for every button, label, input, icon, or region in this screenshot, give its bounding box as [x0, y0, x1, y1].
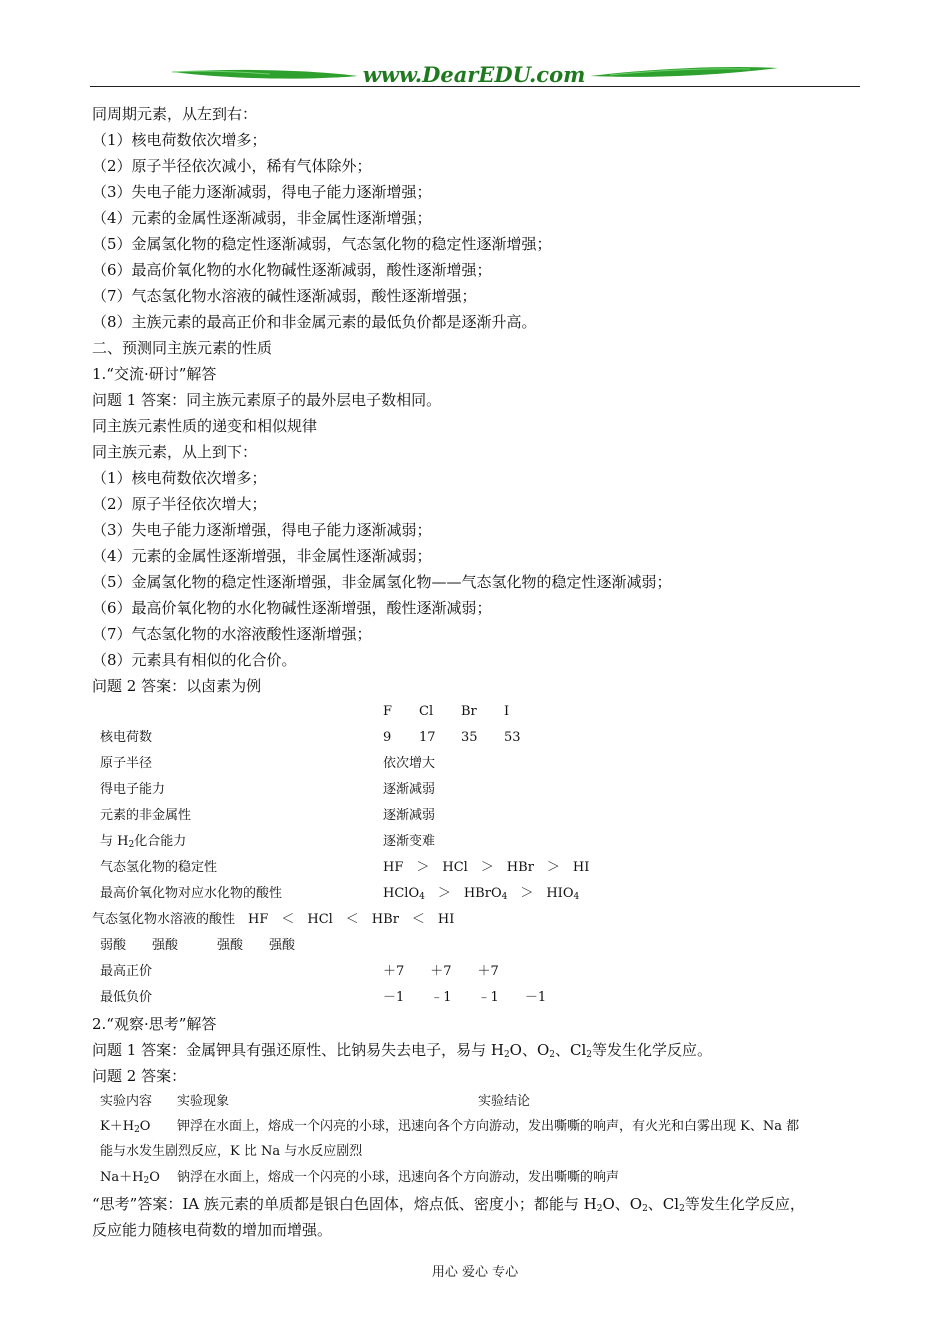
minv-value: －1 ﹣1 ﹣1 －1 [383, 990, 547, 1005]
text-line: 同主族元素，从上到下： [92, 443, 258, 461]
text-line: 问题 2 答案：以卤素为例 [92, 677, 262, 695]
text-line: （7）气态氢化物的水溶液酸性逐渐增强； [92, 625, 372, 643]
subsection-heading: 1.“交流·研讨”解答 [92, 365, 217, 383]
page-footer: 用心 爱心 专心 [431, 1265, 519, 1280]
text-line: （8）主族元素的最高正价和非金属元素的最低负价都是逐渐升高。 [92, 313, 537, 331]
text-line: （3）失电子能力逐渐减弱，得电子能力逐渐增强； [92, 183, 432, 201]
row-k-conclusion: 能与水发生剧烈反应，K 比 Na 与水反应剧烈 [100, 1144, 363, 1159]
text-line: （3）失电子能力逐渐增强，得电子能力逐渐减弱； [92, 521, 432, 539]
row-na-content: $Na+H_2O$ [100, 1170, 160, 1186]
element-header-br: Br [461, 704, 477, 719]
row-label-radius: 原子半径 [100, 756, 153, 771]
q1-answer: 问题 1 答案：金属钾具有强还原性、比钠易失去电子，易与 $H_2O$、$O_2$、$Cl_2$等发生化学反应。 [92, 1041, 713, 1060]
charge-i: 53 [504, 730, 521, 745]
row-label-acid: 最高价氧化物对应水化物的酸性 [100, 886, 283, 901]
text-line: （5）金属氢化物的稳定性逐渐增强，非金属氢化物——气态氢化物的稳定性逐渐减弱； [92, 573, 672, 591]
text-line: 同周期元素，从左到右： [92, 105, 258, 123]
row-label-nonmetal: 元素的非金属性 [100, 808, 192, 823]
element-header-i: I [504, 704, 510, 719]
gain-value: 逐渐减弱 [383, 782, 436, 797]
text-line: 同主族元素性质的递变和相似规律 [92, 417, 318, 435]
nonmetal-value: 逐渐减弱 [383, 808, 436, 823]
row-label-hstab: 气态氢化物的稳定性 [100, 860, 218, 875]
element-header-f: F [383, 704, 393, 719]
text-line: 问题 1 答案：同主族元素原子的最外层电子数相同。 [92, 391, 442, 409]
maxv-value: ＋7 ＋7 ＋7 [383, 964, 499, 979]
text-line: （6）最高价氧化物的水化物碱性逐渐增强，酸性逐渐减弱； [92, 599, 492, 617]
text-line: （6）最高价氧化物的水化物碱性逐渐减弱，酸性逐渐增强； [92, 261, 492, 279]
header-rule [90, 86, 860, 87]
text-line: （8）元素具有相似的化合价。 [92, 651, 297, 669]
row-k-phenomenon: 钾浮在水面上，熔成一个闪亮的小球，迅速向各个方向游动，发出嘶嘶的响声，有火光和白雾出现 K、Na 都 [177, 1119, 800, 1134]
row-label-maxv: 最高正价 [100, 964, 153, 979]
acid-strength-words: 弱酸 强酸 强酸 强酸 [100, 938, 296, 953]
th-phenomenon: 实验现象 [177, 1094, 230, 1109]
subsection-heading: 2.“观察·思考”解答 [92, 1015, 217, 1033]
acid-value: HClO$_4$ ＞ HBrO$_4$ ＞ $HIO_4$ [383, 886, 580, 902]
text-line: （4）元素的金属性逐渐减弱，非金属性逐渐增强； [92, 209, 432, 227]
row-label-h2: 与 $H_2$化合能力 [100, 834, 187, 850]
text-line: （4）元素的金属性逐渐增强，非金属性逐渐减弱； [92, 547, 432, 565]
row-label-gain: 得电子能力 [100, 782, 166, 797]
text-line: （2）原子半径依次减小，稀有气体除外； [92, 157, 372, 175]
text-line: （1）核电荷数依次增多； [92, 469, 267, 487]
th-conclusion: 实验结论 [478, 1094, 531, 1109]
text-line: （7）气态氢化物水溶液的碱性逐渐减弱，酸性逐渐增强； [92, 287, 477, 305]
text-line: （5）金属氢化物的稳定性逐渐减弱，气态氢化物的稳定性逐渐增强； [92, 235, 552, 253]
row-label-minv: 最低负价 [100, 990, 153, 1005]
think-answer-cont: 反应能力随核电荷数的增加而增强。 [92, 1221, 333, 1239]
charge-cl: 17 [419, 730, 436, 745]
row-label-charge: 核电荷数 [100, 730, 153, 745]
text-line: （1）核电荷数依次增多； [92, 131, 267, 149]
hstab-value: HF ＞ HCl ＞ HBr ＞ HI [383, 860, 590, 875]
th-content: 实验内容 [100, 1094, 153, 1109]
h2-value: 逐渐变难 [383, 834, 436, 849]
text-line: （2）原子半径依次增大； [92, 495, 267, 513]
logo-text: www.DearEDU.com [362, 62, 586, 87]
section-heading: 二、预测同主族元素的性质 [92, 339, 273, 357]
row-na-phenomenon: 钠浮在水面上，熔成一个闪亮的小球，迅速向各个方向游动，发出嘶嘶的响声 [177, 1170, 620, 1185]
radius-value: 依次增大 [383, 756, 436, 771]
think-answer: “思考”答案：ⅠA 族元素的单质都是银白色固体，熔点低、密度小；都能与 $H_2O$、$O_2$、$Cl_2$等发生化学反应， [92, 1195, 805, 1214]
charge-f: 9 [383, 730, 392, 745]
element-header-cl: Cl [419, 704, 434, 719]
row-k-content: $K+H_2O$ [100, 1119, 151, 1135]
q2-answer: 问题 2 答案： [92, 1067, 187, 1085]
aqueous-acidity-line: 气态氢化物水溶液的酸性 HF ＜ HCl ＜ HBr ＜ HI [92, 912, 455, 927]
charge-br: 35 [461, 730, 478, 745]
